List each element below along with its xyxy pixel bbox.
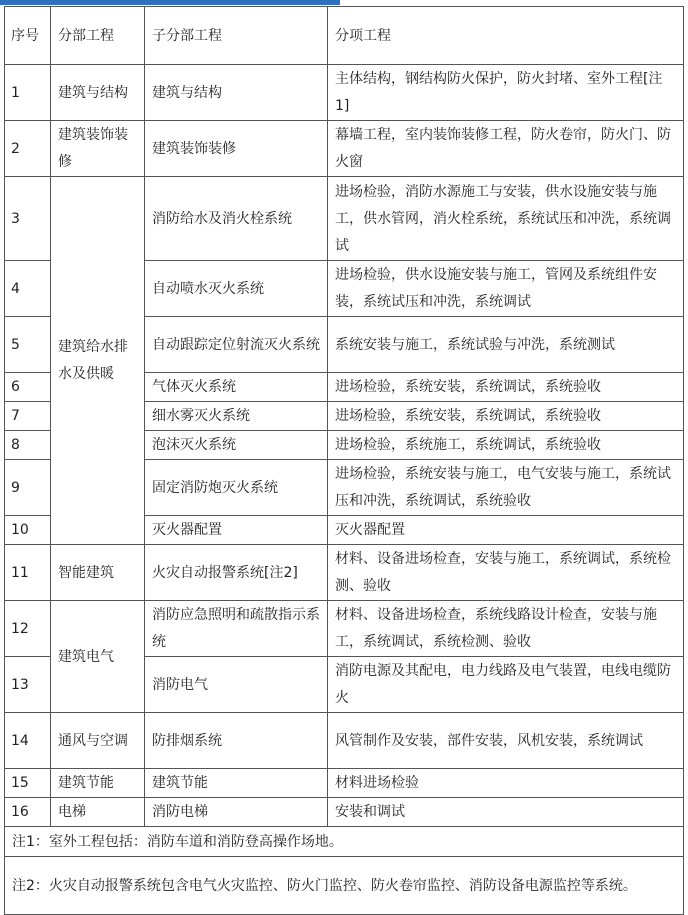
table-row (5, 177, 684, 261)
row-subdivision: 建筑与结构 (145, 65, 328, 121)
row-subdivision: 消防电梯 (145, 798, 328, 827)
table-row (5, 769, 684, 798)
table-row (5, 601, 684, 657)
row-items: 进场检验，系统安装，系统调试，系统验收 (328, 373, 684, 402)
row-items: 灭火器配置 (328, 516, 684, 545)
row-division: 建筑装饰装修 (51, 121, 145, 177)
header-division: 分部工程 (51, 7, 145, 65)
row-subdivision: 防排烟系统 (145, 713, 328, 769)
row-subdivision: 建筑节能 (145, 769, 328, 798)
top-accent-bar (0, 0, 340, 5)
row-seq: 5 (5, 317, 51, 373)
header-row (5, 7, 684, 65)
row-division: 建筑给水排水及供暖 (51, 177, 145, 545)
row-division: 建筑电气 (51, 601, 145, 713)
note-2: 注2：火灾自动报警系统包含电气火灾监控、防火门监控、防火卷帘监控、消防设备电源监控等系统。 (5, 857, 684, 915)
row-subdivision: 细水雾灭火系统 (145, 402, 328, 431)
row-subdivision: 自动跟踪定位射流灭火系统 (145, 317, 328, 373)
row-subdivision: 消防给水及消火栓系统 (145, 177, 328, 261)
row-subdivision: 泡沫灭火系统 (145, 431, 328, 460)
row-subdivision: 气体灭火系统 (145, 373, 328, 402)
row-subdivision: 灭火器配置 (145, 516, 328, 545)
table-row (5, 121, 684, 177)
row-items: 材料、设备进场检查，安装与施工，系统调试，系统检测、验收 (328, 545, 684, 601)
row-items: 主体结构，钢结构防火保护，防火封堵、室外工程[注1] (328, 65, 684, 121)
note-1: 注1：室外工程包括：消防车道和消防登高操作场地。 (5, 827, 684, 857)
row-seq: 4 (5, 261, 51, 317)
table-row (5, 65, 684, 121)
row-seq: 6 (5, 373, 51, 402)
row-seq: 14 (5, 713, 51, 769)
row-seq: 1 (5, 65, 51, 121)
row-seq: 13 (5, 657, 51, 713)
row-division: 建筑节能 (51, 769, 145, 798)
row-items: 进场检验，供水设施安装与施工，管网及系统组件安装，系统试压和冲洗，系统调试 (328, 261, 684, 317)
row-seq: 2 (5, 121, 51, 177)
table-row (5, 713, 684, 769)
row-seq: 16 (5, 798, 51, 827)
row-subdivision: 建筑装饰装修 (145, 121, 328, 177)
row-items: 进场检验，消防水源施工与安装，供水设施安装与施工，供水管网，消火栓系统，系统试压和冲洗，系统调试 (328, 177, 684, 261)
row-subdivision: 火灾自动报警系统[注2] (145, 545, 328, 601)
row-division: 通风与空调 (51, 713, 145, 769)
row-seq: 15 (5, 769, 51, 798)
row-items: 进场检验，系统安装与施工，电气安装与施工，系统试压和冲洗，系统调试，系统验收 (328, 460, 684, 516)
note-row (5, 827, 684, 857)
table-row (5, 545, 684, 601)
row-division: 建筑与结构 (51, 65, 145, 121)
header-seq: 序号 (5, 7, 51, 65)
row-items: 风管制作及安装，部件安装，风机安装，系统调试 (328, 713, 684, 769)
row-subdivision: 自动喷水灭火系统 (145, 261, 328, 317)
header-items: 分项工程 (328, 7, 684, 65)
row-items: 进场检验，系统施工，系统调试，系统验收 (328, 431, 684, 460)
row-items: 进场检验，系统安装，系统调试，系统验收 (328, 402, 684, 431)
row-seq: 12 (5, 601, 51, 657)
row-subdivision: 消防电气 (145, 657, 328, 713)
row-division: 电梯 (51, 798, 145, 827)
row-seq: 7 (5, 402, 51, 431)
row-seq: 11 (5, 545, 51, 601)
row-subdivision: 固定消防炮灭火系统 (145, 460, 328, 516)
row-seq: 10 (5, 516, 51, 545)
row-subdivision: 消防应急照明和疏散指示系统 (145, 601, 328, 657)
note-row (5, 857, 684, 915)
row-items: 安装和调试 (328, 798, 684, 827)
table-row (5, 798, 684, 827)
row-seq: 3 (5, 177, 51, 261)
fire-engineering-table (4, 6, 684, 915)
header-subdivision: 子分部工程 (145, 7, 328, 65)
row-seq: 9 (5, 460, 51, 516)
row-items: 材料、设备进场检查，系统线路设计检查，安装与施工，系统调试，系统检测、验收 (328, 601, 684, 657)
row-items: 材料进场检验 (328, 769, 684, 798)
row-items: 消防电源及其配电，电力线路及电气装置，电线电缆防火 (328, 657, 684, 713)
row-seq: 8 (5, 431, 51, 460)
row-items: 幕墙工程，室内装饰装修工程，防火卷帘，防火门、防火窗 (328, 121, 684, 177)
row-division: 智能建筑 (51, 545, 145, 601)
row-items: 系统安装与施工，系统试验与冲洗，系统测试 (328, 317, 684, 373)
